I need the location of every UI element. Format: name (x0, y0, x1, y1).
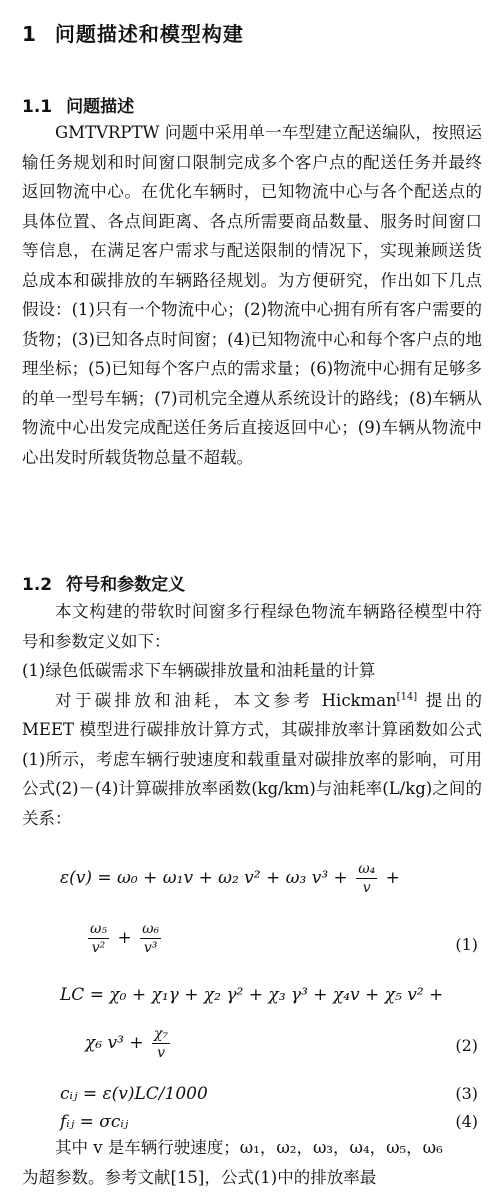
subsection-number: 1.1 (22, 97, 52, 117)
closing-line-1: 其中 v 是车辆行驶速度；ω₁，ω₂，ω₃，ω₄，ω₅，ω₆ (22, 1133, 482, 1163)
section-heading (22, 18, 244, 47)
equation-4-number: (4) (455, 1112, 478, 1131)
eq1-frac3-numerator: ω₆ (140, 920, 161, 939)
eq2-fraction (152, 1025, 170, 1062)
equation-3-number: (3) (455, 1084, 478, 1103)
closing-line-2: 为超参数。参考文献[15]，公式(1)中的排放率最 (22, 1163, 482, 1192)
equation-4: fᵢⱼ = σcᵢⱼ (60, 1112, 480, 1132)
equation-1-number: (1) (455, 935, 478, 954)
subsection-heading-1-2 (22, 570, 185, 595)
eq1-frac1-numerator: ω₄ (356, 860, 377, 879)
problem-description-body (22, 118, 482, 472)
eq1-frac2-denominator: v² (88, 939, 109, 957)
eq1-frac2-numerator: ω₅ (88, 920, 109, 939)
eq2-expression: χ₆ v³ + (85, 1033, 144, 1053)
subsection-heading-1-1 (22, 92, 134, 117)
section-title: 问题描述和模型构建 (55, 22, 244, 46)
equation-3: cᵢⱼ = ε(v)LC/1000 (60, 1084, 480, 1104)
eq1-fraction-3 (140, 920, 161, 957)
eq1-fraction-2 (88, 920, 109, 957)
equation-2-number: (2) (455, 1036, 478, 1055)
eq1-frac1-denominator: v (356, 879, 377, 897)
eq1-fraction-1 (356, 860, 377, 897)
equation-1-line-2 (85, 920, 500, 957)
eq1-expression: ε(v) = ω₀ + ω₁v + ω₂ v² + ω₃ v³ + (60, 868, 348, 888)
closing-body (22, 1133, 482, 1192)
subsection-title: 符号和参数定义 (66, 575, 185, 595)
subsection-number: 1.2 (22, 575, 52, 595)
symbols-body (22, 597, 482, 833)
problem-description-paragraph: GMTVRPTW 问题中采用单一车型建立配送编队，按照运输任务规划和时间窗口限制完成多个客户点的配送任务并最终返回物流中心。在优化车辆时，已知物流中心与各个配送点的具体位置、各点间距离、各点所需要商品数量、服务时间窗口等信息，在满足客户需求与配送限制的情况下，实现兼顾送货总成本和碳排放的车辆路径规划。为方便研究，作出如下几点假设：(1)只有一个物流中心；(2)物流中心拥有所有客户需要的货物；(3)已知各点时间窗；(4)已知物流中心和每个客户点的地理坐标；(5)已知每个客户点的需求量；(6)物流中心拥有足够多的单一型号车辆；(7)司机完全遵从系统设计的路线；(8)车辆从物流中心出发完成配送任务后直接返回中心；(9)车辆从物流中心出发时所载货物总量不超载。 (22, 118, 482, 472)
eq1-plus: + (117, 928, 131, 948)
eq1-frac3-denominator: v³ (140, 939, 161, 957)
meet-paragraph (22, 686, 482, 834)
eq2-frac-numerator: χ₇ (152, 1025, 170, 1044)
section-number: 1 (22, 22, 37, 46)
subsection-title: 问题描述 (66, 97, 134, 117)
eq1-tail: + (386, 868, 400, 888)
eq2-frac-denominator: v (152, 1044, 170, 1062)
item-1: (1)绿色低碳需求下车辆碳排放量和油耗量的计算 (22, 656, 482, 686)
equation-2-line-1: LC = χ₀ + χ₁γ + χ₂ γ² + χ₃ γ³ + χ₄v + χ₅ v² + (60, 985, 480, 1005)
symbols-intro: 本文构建的带软时间窗多行程绿色物流车辆路径模型中符号和参数定义如下： (22, 597, 482, 656)
citation-ref[interactable]: [14] (397, 691, 418, 702)
meet-text-a: 对于碳排放和油耗，本文参考 Hickman (55, 691, 397, 710)
equation-1-line-1 (60, 860, 480, 897)
meet-text-b: 提出的 MEET 模型进行碳排放计算方式，其碳排放率计算函数如公式(1)所示，考虑车辆行驶速度和载重量对碳排放率的影响，可用公式(2)－(4)计算碳排放率函数(kg/km)与油耗率(L/kg)之间的关系： (22, 691, 482, 828)
equation-2-line-2 (85, 1025, 500, 1062)
